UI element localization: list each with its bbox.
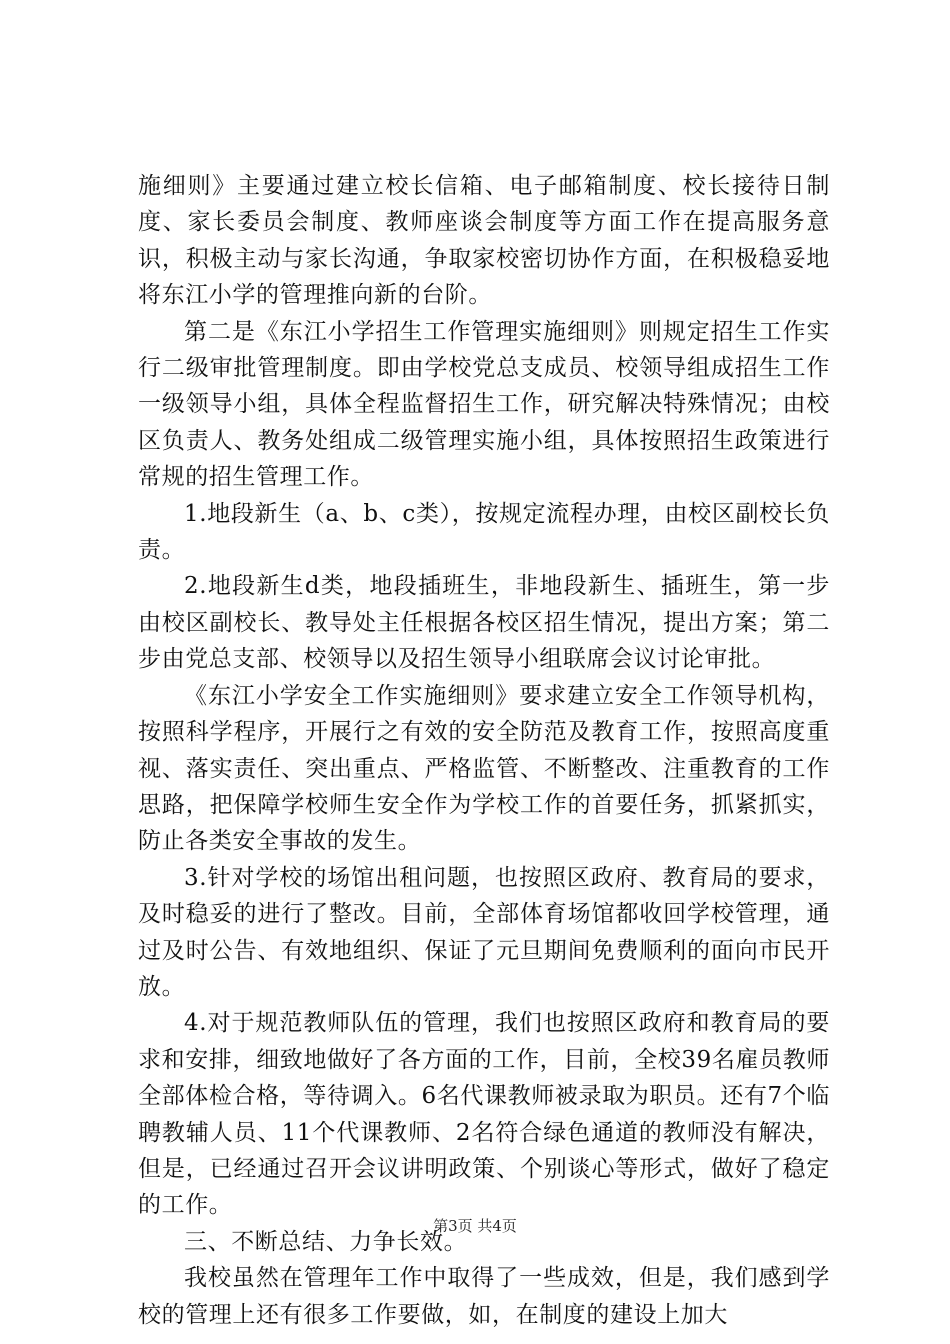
paragraph-1: 施细则》主要通过建立校长信箱、电子邮箱制度、校长接待日制度、家长委员会制度、教师座谈会制度等方面工作在提高服务意识，积极主动与家长沟通，争取家校密切协作方面，在积极稳妥地将东江小学的管理推向新的台阶。: [138, 173, 830, 309]
paragraph-9: 我校虽然在管理年工作中取得了一些成效，但是，我们感到学校的管理上还有很多工作要做，如，在制度的建设上加大: [138, 1265, 830, 1328]
paragraph-7: 4.对于规范教师队伍的管理，我们也按照区政府和教育局的要求和安排，细致地做好了各方面的工作，目前，全校39名雇员教师全部体检合格，等待调入。6名代课教师被录取为职员。还有7个临聘教辅人员、11个代课教师、2名符合绿色通道的教师没有解决，但是，已经通过召开会议讲明政策、个别谈心等形式，做好了稳定的工作。: [138, 1010, 830, 1219]
paragraph-8: 三、不断总结、力争长效。: [184, 1228, 468, 1255]
paragraph-5: 《东江小学安全工作实施细则》要求建立安全工作领导机构，按照科学程序，开展行之有效的安全防范及教育工作，按照高度重视、落实责任、突出重点、严格监管、不断整改、注重教育的工作思路，把保障学校师生安全作为学校工作的首要任务，抓紧抓实，防止各类安全事故的发生。: [138, 682, 830, 855]
document-body: [138, 168, 830, 1333]
paragraph-4: 2.地段新生d类，地段插班生，非地段新生、插班生，第一步由校区副校长、教导处主任根据各校区招生情况，提出方案；第二步由党总支部、校领导以及招生领导小组联席会议讨论审批。: [138, 573, 830, 673]
page-footer: 第3页 共4页: [433, 1217, 517, 1235]
paragraph-6: 3.针对学校的场馆出租问题，也按照区政府、教育局的要求，及时稳妥的进行了整改。目前，全部体育场馆都收回学校管理，通过及时公告、有效地组织、保证了元旦期间免费顺利的面向市民开放。: [138, 864, 830, 1000]
paragraph-3: 1.地段新生（a、b、c类），按规定流程办理，由校区副校长负责。: [138, 500, 830, 564]
paragraph-2: 第二是《东江小学招生工作管理实施细则》则规定招生工作实行二级审批管理制度。即由学校党总支成员、校领导组成招生工作一级领导小组，具体全程监督招生工作，研究解决特殊情况；由校区负责人、教务处组成二级管理实施小组，具体按照招生政策进行常规的招生管理工作。: [138, 318, 830, 491]
